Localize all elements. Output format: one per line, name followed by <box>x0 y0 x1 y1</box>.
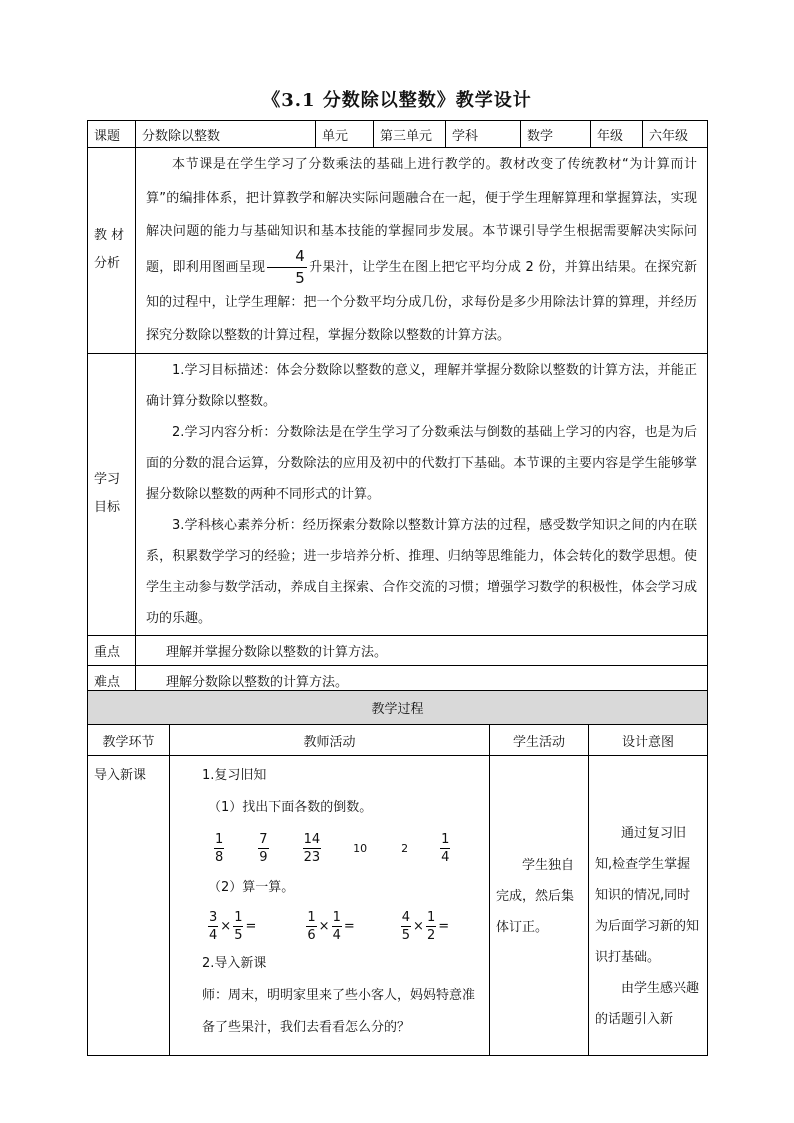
col-teacher-header: 教师活动 <box>170 725 490 756</box>
analysis-text <box>146 148 697 353</box>
process-header: 教学过程 <box>88 691 708 725</box>
grade-label: 年级 <box>591 121 643 148</box>
fraction-four-fifths: $\frac{4}{5}$ <box>267 249 307 286</box>
times-sign: × <box>318 918 330 934</box>
objective-item: 3.学科核心素养分析：经历探索分数除以整数计算方法的过程，感受数学知识之间的内在联系，积累数学学习的经验；进一步培养分析、推理、归纳等思维能力，体会转化的数学思想。使学生主动参与数学活动，养成自主探索、合作交流的习惯；增强学习数学的积极性，体会学习成功的乐趣。 <box>146 517 697 626</box>
col-intent-header: 设计意图 <box>589 725 708 756</box>
equals-sign: = <box>438 918 450 934</box>
key-point-label: 重点 <box>88 635 136 665</box>
grade-value: 六年级 <box>643 121 708 148</box>
fraction-d: $\frac{1}{4}$ <box>332 909 341 943</box>
topic-value: 分数除以整数 <box>136 121 316 148</box>
fraction-c: $\frac{1}{6}$ <box>307 909 316 943</box>
fraction-b: $\frac{1}{5}$ <box>234 909 243 943</box>
equals-sign: = <box>343 918 355 934</box>
stage-cell: 导入新课 <box>88 756 170 1056</box>
analysis-label: 教 材 分析 <box>88 148 136 354</box>
col-student-header: 学生活动 <box>490 725 589 756</box>
fraction-one-fourth: $\frac{1}{4}$ <box>441 831 450 865</box>
fraction-a: $\frac{3}{4}$ <box>209 909 218 943</box>
unit-label: 单元 <box>316 121 374 148</box>
fraction-e: $\frac{4}{5}$ <box>401 909 411 943</box>
times-sign: × <box>413 918 424 934</box>
analysis-text-part2: 升果汁，让学生在图上把它平均分成 2 份，并算出结果。在探究新知的过程中，让学生理解：把一个分数平均分成几份，求每份是多少用除法计算的算理，并经历探究分数除以整数的计算过程，掌握分数除以整数的计算方法。 <box>146 259 697 343</box>
fraction-fourteen-twentythirds: $\frac{14}{23}$ <box>303 831 321 865</box>
equals-sign: = <box>245 918 257 934</box>
fraction-f: $\frac{1}{2}$ <box>426 909 436 943</box>
subject-value: 数学 <box>521 121 591 148</box>
fraction-seven-ninths: $\frac{7}{9}$ <box>259 831 268 865</box>
times-sign: × <box>220 918 232 934</box>
number-two: 2 <box>401 841 409 855</box>
fraction-one-eighth: $\frac{1}{8}$ <box>215 831 224 865</box>
difficult-point-text: 理解分数除以整数的计算方法。 <box>136 665 708 695</box>
teacher-activity-cell <box>170 756 490 1056</box>
question-1: （1）找出下面各数的倒数。 <box>208 800 373 815</box>
topic-label: 课题 <box>88 121 136 148</box>
intent-text-1: 通过复习旧知,检查学生掌握知识的情况,同时为后面学习新的知识打基础。 <box>595 826 700 965</box>
reciprocal-list <box>212 824 479 872</box>
document-title: 《3.1 分数除以整数》教学设计 <box>262 90 532 111</box>
student-activity-cell: 学生独自完成，然后集体订正。 <box>490 756 589 1056</box>
objectives-cell <box>136 353 708 635</box>
lesson-info-table <box>87 120 708 696</box>
col-stage-header: 教学环节 <box>88 725 170 756</box>
objectives-label: 学习 目标 <box>88 353 136 635</box>
calc-list <box>206 904 479 948</box>
intent-text-2: 由学生感兴趣的话题引入新 <box>595 981 700 1027</box>
unit-value: 第三单元 <box>374 121 446 148</box>
analysis-cell <box>136 148 708 354</box>
number-ten: 10 <box>353 841 368 855</box>
question-2: （2）算一算。 <box>208 880 295 895</box>
subject-label: 学科 <box>446 121 521 148</box>
intro-title: 2.导入新课 <box>202 956 267 971</box>
intro-text: 师：周末，明明家里来了些小客人，妈妈特意准备了些果汁，我们去看看怎么分的？ <box>202 988 476 1035</box>
key-point-text: 理解并掌握分数除以整数的计算方法。 <box>136 635 708 665</box>
teaching-process-table <box>87 690 708 1056</box>
analysis-text-part1: 本节课是在学生学习了分数乘法的基础上进行教学的。教材改变了传统教材“为计算而计算”的编排体系，把计算教学和解决实际问题融合在一起，便于学生理解算理和掌握算法，实现解决问题的能力与基础知识和基本技能的掌握同步发展。本节课引导学生根据需要解决实际问题，即利用图画呈现 <box>146 157 697 275</box>
intent-cell <box>589 756 708 1056</box>
review-title: 1.复习旧知 <box>202 768 267 783</box>
objective-item: 2.学习内容分析：分数除法是在学生学习了分数乘法与倒数的基础上学习的内容，也是为后面的分数的混合运算，分数除法的应用及初中的代数打下基础。本节课的主要内容是学生能够掌握分数除以整数的两种不同形式的计算。 <box>146 424 697 502</box>
difficult-point-label: 难点 <box>88 665 136 695</box>
objective-item: 1.学习目标描述：体会分数除以整数的意义，理解并掌握分数除以整数的计算方法，并能正确计算分数除以整数。 <box>146 362 697 409</box>
